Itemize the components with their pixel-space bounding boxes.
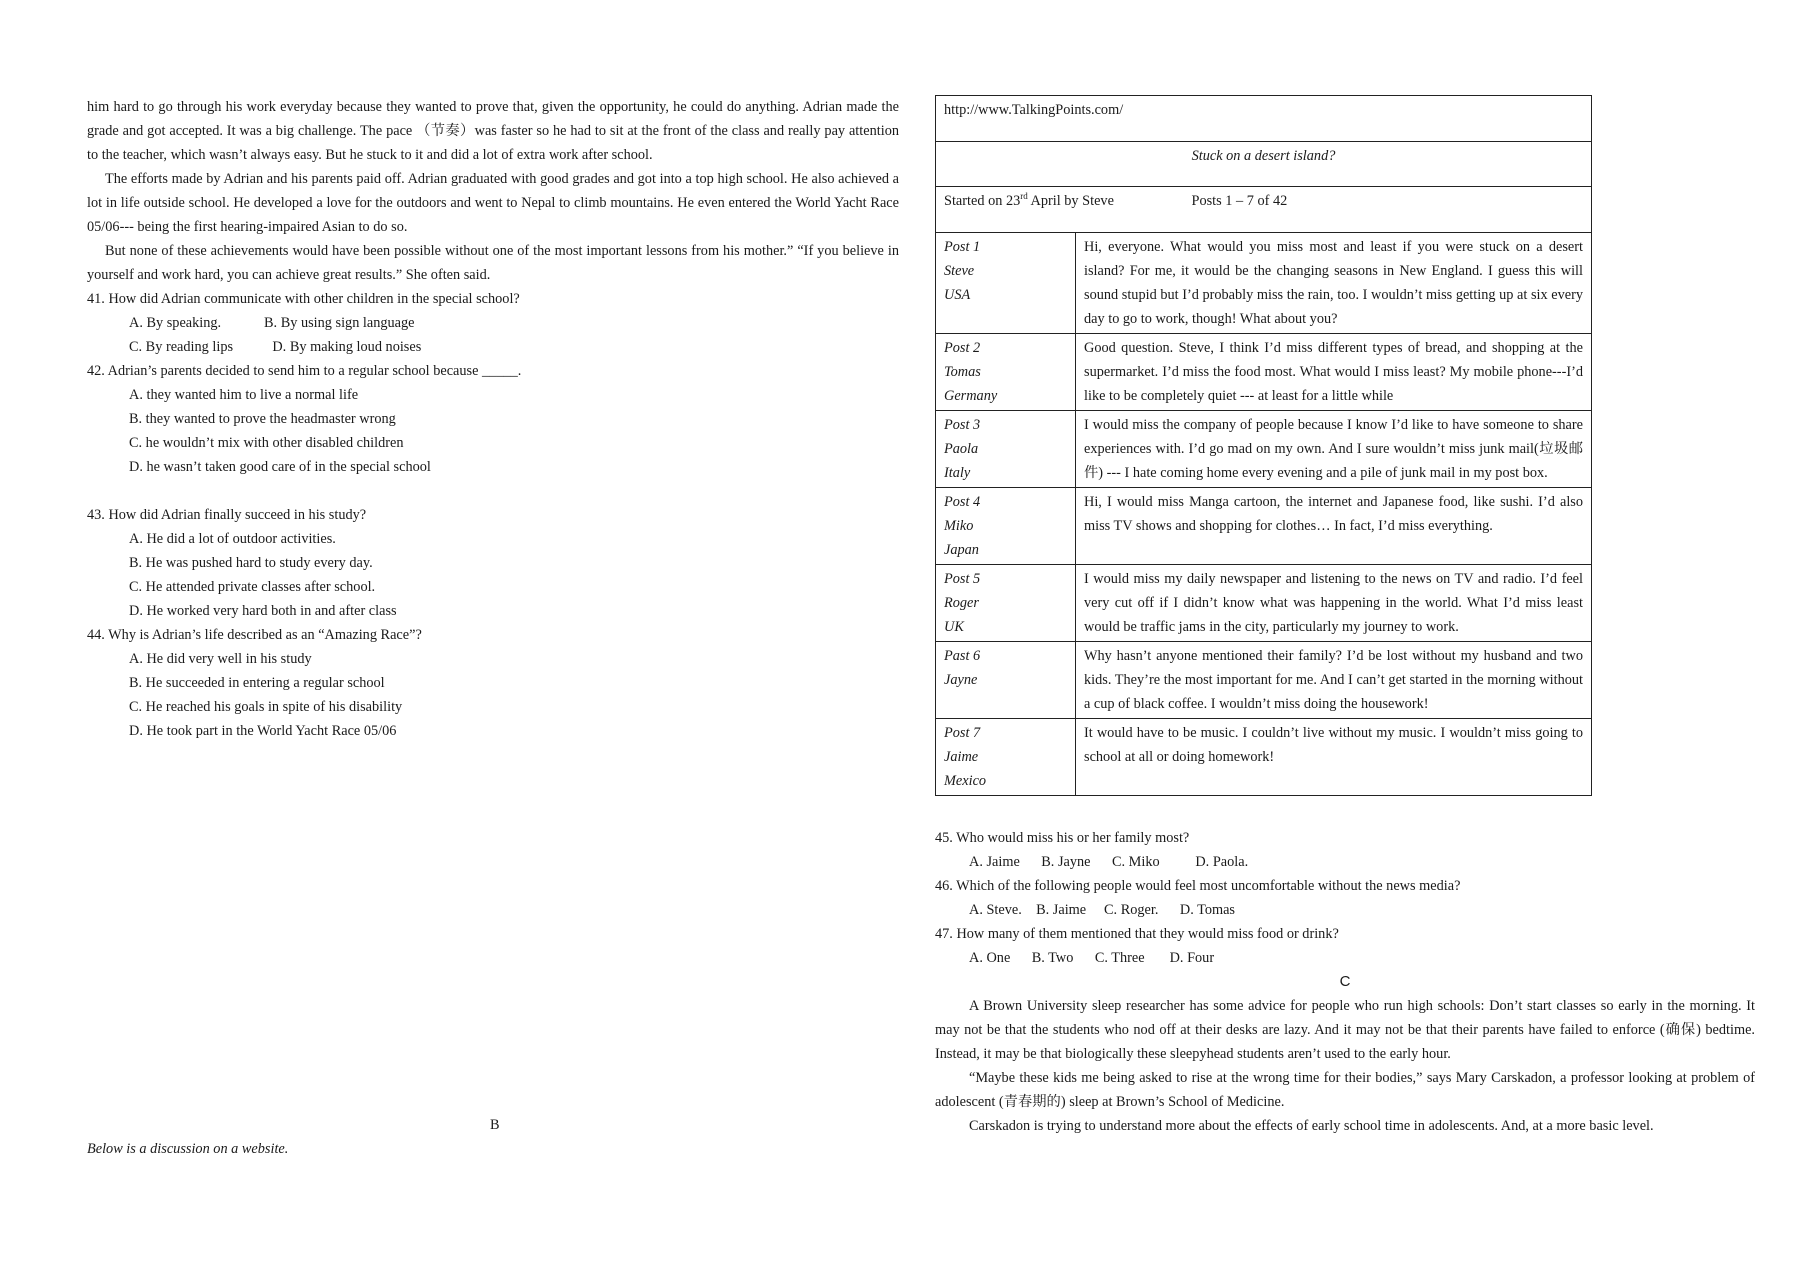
post-name: Jayne: [944, 672, 978, 688]
answer-options: A. One B. Two C. Three D. Four: [969, 950, 1215, 966]
post-post: Post 5: [944, 571, 981, 587]
answer-option-a: A. He did a lot of outdoor activities.: [129, 531, 336, 547]
question-text: 41. How did Adrian communicate with other children in the special school?: [87, 291, 520, 307]
post-country: USA: [944, 287, 971, 303]
forum-post-row: [936, 642, 1592, 719]
passage-paragraph: A Brown University sleep researcher has some advice for people who run high schools: Don’t start classes so early in the morning. It may not be that the students who nod off at their desks are lazy. And it may not be that their parents have failed to enforce (确保) bedtime. Instead, it may be that biologically these sleepyhead students aren’t used to the early hour.: [935, 998, 1755, 1062]
question-44: [87, 623, 899, 743]
post-author: [936, 411, 1076, 488]
post-name: Paola: [944, 441, 979, 457]
post-country: Japan: [944, 542, 979, 558]
question-text: 45. Who would miss his or her family most?: [935, 830, 1190, 846]
post-message: It would have to be music. I couldn’t live without my music. I wouldn’t miss going to school at all or doing homework!: [1076, 719, 1592, 796]
answer-options: A. By speaking. B. By using sign language: [129, 315, 415, 331]
passage-paragraph: The efforts made by Adrian and his parents paid off. Adrian graduated with good grades and got into a top high school. He also achieved a lot in life outside school. He developed a love for the outdoors and went to Nepal to climb mountains. He even entered the World Yacht Race 05/06--- being the first hearing-impaired Asian to do so.: [87, 171, 899, 235]
post-post: Post 2: [944, 340, 981, 356]
answer-option-b: B. they wanted to prove the headmaster wrong: [129, 411, 396, 427]
answer-option-a: A. He did very well in his study: [129, 651, 312, 667]
spacer: [87, 479, 899, 503]
question-47: [935, 922, 1755, 970]
answer-option-c: C. He attended private classes after school.: [129, 579, 376, 595]
passage-paragraph: “Maybe these kids me being asked to rise at the wrong time for their bodies,” says Mary Carskadon, a professor looking at problem of adolescent (青春期的) sleep at Brown’s School of Medicine.: [935, 1070, 1755, 1110]
forum-post-row: [936, 488, 1592, 565]
question-text: 46. Which of the following people would feel most uncomfortable without the news media?: [935, 878, 1461, 894]
question-46: [935, 874, 1755, 922]
post-country: Italy: [944, 465, 971, 481]
section-heading-b: B: [490, 1117, 500, 1133]
post-post: Post 4: [944, 494, 981, 510]
post-message: Why hasn’t anyone mentioned their family? I’d be lost without my husband and two kids. They’re the most important for me. And I can’t get started in the morning without a cup of black coffee. I wouldn’t miss doing the housework!: [1076, 642, 1592, 719]
thread-info: [936, 187, 1592, 233]
post-post: Post 1: [944, 239, 981, 255]
post-author: [936, 488, 1076, 565]
post-country: Mexico: [944, 773, 987, 789]
started-by: Started on 23rd April by Steve: [944, 191, 1114, 209]
section-intro: Below is a discussion on a website.: [87, 1141, 289, 1157]
post-name: Miko: [944, 518, 974, 534]
question-text: 47. How many of them mentioned that they would miss food or drink?: [935, 926, 1339, 942]
thread-title: Stuck on a desert island?: [936, 142, 1592, 187]
question-text: 44. Why is Adrian’s life described as an “Amazing Race”?: [87, 627, 422, 643]
answer-options: C. By reading lips D. By making loud noises: [129, 339, 422, 355]
answer-option-d: D. He took part in the World Yacht Race 05/06: [129, 723, 397, 739]
post-message: Good question. Steve, I think I’d miss different types of bread, and shopping at the supermarket. I’d miss the food most. What would I miss least? My mobile phone---I’d like to be completely quiet --- at least for a little while: [1076, 334, 1592, 411]
post-post: Post 3: [944, 417, 981, 433]
post-post: Past 6: [944, 648, 981, 664]
question-text: 43. How did Adrian finally succeed in his study?: [87, 507, 367, 523]
answer-option-a: A. they wanted him to live a normal life: [129, 387, 359, 403]
forum-table: [935, 95, 1592, 796]
post-author: [936, 565, 1076, 642]
forum-url: http://www.TalkingPoints.com/: [936, 96, 1592, 142]
post-country: Germany: [944, 388, 998, 404]
answer-option-b: B. He succeeded in entering a regular school: [129, 675, 385, 691]
forum-post-row: [936, 565, 1592, 642]
post-name: Steve: [944, 263, 975, 279]
post-message: Hi, everyone. What would you miss most and least if you were stuck on a desert island? For me, it would be the changing seasons in New England. I guess this will sound stupid but I’d probably miss the rain, too. I wouldn’t miss getting up at six every day to go to work, though! What about you?: [1076, 233, 1592, 334]
answer-option-b: B. He was pushed hard to study every day.: [129, 555, 373, 571]
post-message: Hi, I would miss Manga cartoon, the internet and Japanese food, like sushi. I’d also miss TV shows and shopping for clothes… In fact, I’d miss everything.: [1076, 488, 1592, 565]
question-45: [935, 826, 1755, 874]
post-author: [936, 334, 1076, 411]
question-41: [87, 287, 899, 359]
post-country: UK: [944, 619, 964, 635]
post-message: I would miss my daily newspaper and listening to the news on TV and radio. I’d feel very cut off if I didn’t know what was happening in the world. What I’d miss least would be traffic jams in the city, particularly my journey to work.: [1076, 565, 1592, 642]
passage-paragraph: him hard to go through his work everyday because they wanted to prove that, given the opportunity, he could do anything. Adrian made the grade and got accepted. It was a big challenge. The pace （节奏）was faster so he had to sit at the front of the class and really pay attention to the teacher, which wasn’t always easy. But he stuck to it and did a lot of extra work after school.: [87, 99, 899, 163]
question-43: [87, 503, 899, 623]
post-rows: [936, 233, 1592, 796]
forum-post-row: [936, 411, 1592, 488]
answer-options: A. Steve. B. Jaime C. Roger. D. Tomas: [969, 902, 1235, 918]
answer-option-d: D. He worked very hard both in and after class: [129, 603, 397, 619]
post-name: Roger: [944, 595, 979, 611]
post-name: Jaime: [944, 749, 979, 765]
question-text: 42. Adrian’s parents decided to send him to a regular school because _____.: [87, 363, 522, 379]
passage-paragraph: But none of these achievements would have been possible without one of the most important lessons from his mother.” “If you believe in yourself and work hard, you can achieve great results.” She often said.: [87, 243, 899, 283]
passage-paragraph: Carskadon is trying to understand more about the effects of early school time in adolescents. And, at a more basic level.: [969, 1118, 1654, 1134]
post-post: Post 7: [944, 725, 981, 741]
right-column: [935, 95, 1755, 1138]
post-author: [936, 233, 1076, 334]
forum-post-row: [936, 334, 1592, 411]
post-message: I would miss the company of people because I know I’d like to have someone to share experiences with. I’d go mad on my own. And I sure wouldn’t miss junk mail(垃圾邮件) --- I hate coming home every evening and a pile of junk mail in my post box.: [1076, 411, 1592, 488]
answer-option-c: C. he wouldn’t mix with other disabled children: [129, 435, 404, 451]
section-heading-c: C: [1339, 973, 1351, 990]
post-author: [936, 642, 1076, 719]
left-column: [87, 95, 899, 743]
posts-range: Posts 1 – 7 of 42: [1191, 193, 1288, 209]
answer-options: A. Jaime B. Jayne C. Miko D. Paola.: [969, 854, 1249, 870]
post-author: [936, 719, 1076, 796]
post-name: Tomas: [944, 364, 981, 380]
answer-option-d: D. he wasn’t taken good care of in the special school: [129, 459, 431, 475]
question-42: [87, 359, 899, 479]
answer-option-c: C. He reached his goals in spite of his disability: [129, 699, 403, 715]
forum-post-row: [936, 719, 1592, 796]
forum-post-row: [936, 233, 1592, 334]
